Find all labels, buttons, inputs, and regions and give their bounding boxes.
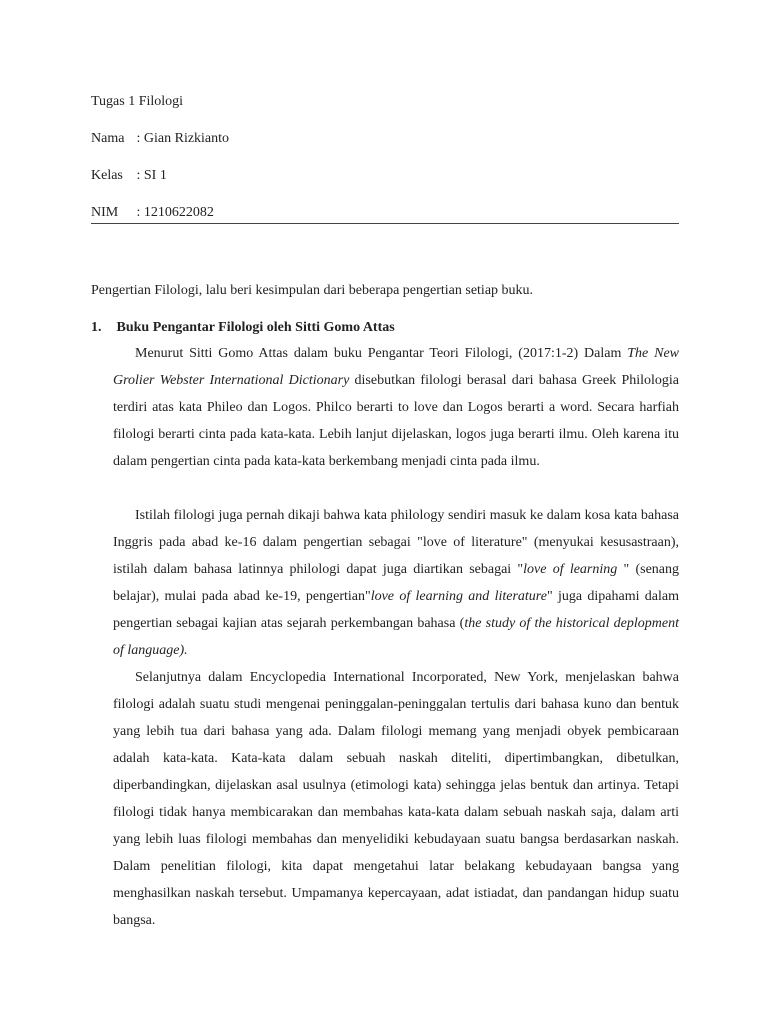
paragraph-2-text-e: " juga dipahami dalam pengertian sebagai kajian atas sejarah perkembangan bahasa ( (113, 589, 679, 631)
kelas-value: : SI 1 (136, 168, 167, 183)
question-text: Pengertian Filologi, lalu beri kesimpulan dari beberapa pengertian setiap buku. (91, 283, 534, 298)
paragraph-2-text-c: " (senang belajar), mulai pada abad ke-19, pengertian" (113, 562, 680, 604)
paragraph-2-italic-d: love of learning and literature (370, 589, 547, 604)
nama-row (91, 130, 229, 148)
nim-value: : 1210622082 (136, 205, 214, 220)
paragraph-1 (113, 340, 679, 475)
paragraph-2-italic-b: love of learning (523, 562, 618, 577)
dictionary-title: The New Grolier Webster International Dictionary (113, 346, 679, 388)
kelas-label: Kelas (91, 168, 123, 183)
nim-row (91, 204, 214, 222)
header-divider (91, 223, 679, 224)
section-heading (91, 319, 395, 337)
paragraph-2 (113, 502, 679, 664)
nama-label: Nama (91, 131, 125, 146)
document-title: Tugas 1 Filologi (91, 94, 184, 109)
paragraph-1-text-a: Menurut Sitti Gomo Attas dalam buku Pengantar Teori Filologi, (2017:1-2) Dalam (135, 346, 628, 361)
kelas-row (91, 167, 167, 185)
paragraph-2-text-a: Istilah filologi juga pernah dikaji bahwa kata philology sendiri masuk ke dalam kosa kata bahasa Inggris pada abad ke-16 dalam pengertian sebagai "love of literature" (menyukai kesusastraan), istilah dalam bahasa latinnya philologi dapat juga diartikan sebagai " (113, 508, 679, 577)
paragraph-3: Selanjutnya dalam Encyclopedia International Incorporated, New York, menjelaskan bahwa filologi adalah suatu studi mengenai peninggalan-peninggalan tertulis dari bahasa kuno dan bentuk yang lebih tua dari bahasa yang ada. Dalam filologi memang yang menjadi obyek pembicaraan adalah kata-kata. Kata-kata dalam sebuah naskah diteliti, dipertimbangkan, dibetulkan, diperbandingkan, dijelaskan asal usulnya (etimologi kata) sehingga jelas bentuk dan artinya. Tetapi filologi tidak hanya membicarakan dan membahas kata-kata dalam sebuah naskah saja, dalam arti yang lebih luas filologi membahas dan menyelidiki kebudayaan suatu bangsa berdasarkan naskah. Dalam penelitian filologi, kita dapat mengetahui latar belakang kebudayaan bangsa yang menghasilkan naskah tersebut. Umpamanya kepercayaan, adat istiadat, dan pandangan hidup suatu bangsa. (113, 670, 679, 928)
paragraph-1-text-c: disebutkan filologi berasal dari bahasa Greek Philologia terdiri atas kata Phileo dan Logos. Philco berarti to love dan Logos berarti a word. Secara harfiah filologi berarti cinta pada kata-kata. Lebih lanjut dijelaskan, logos juga berarti ilmu. Oleh karena itu dalam pengertian cinta pada kata-kata berkembang menjadi cinta pada ilmu. (113, 373, 680, 469)
nama-value: : Gian Rizkianto (136, 131, 230, 146)
section-number: 1. (91, 320, 102, 335)
paragraph-2-italic-f: the study of the historical deplopment of language). (113, 616, 679, 658)
section-title: Buku Pengantar Filologi oleh Sitti Gomo Attas (116, 320, 395, 335)
nim-label: NIM (91, 205, 119, 220)
